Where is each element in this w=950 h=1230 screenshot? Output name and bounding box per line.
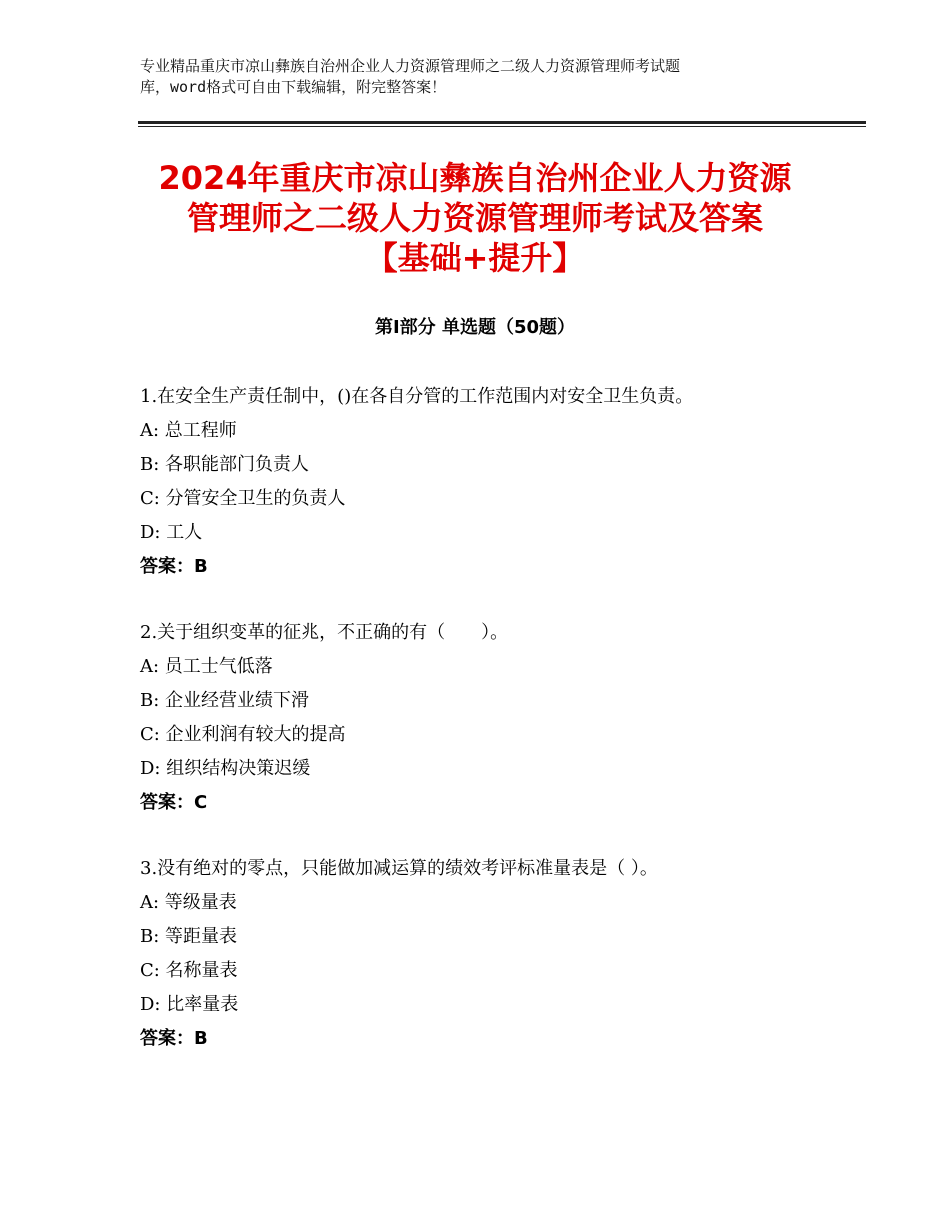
option-d: D: 组织结构决策迟缓: [140, 758, 311, 779]
answer: 答案：B: [140, 556, 208, 577]
header-divider-thick: [138, 121, 866, 124]
question-stem: 3.没有绝对的零点，只能做加减运算的绩效考评标准量表是（ ）。: [140, 858, 658, 879]
header-note: 专业精品重庆市凉山彝族自治州企业人力资源管理师之二级人力资源管理师考试题 库，word格式可自由下载编辑，附完整答案！: [140, 57, 681, 96]
question-list: [140, 380, 800, 1088]
option-c: C: 分管安全卫生的负责人: [140, 488, 346, 509]
answer: 答案：B: [140, 1028, 208, 1049]
question-stem: 2.关于组织变革的征兆，不正确的有（ ）。: [140, 622, 509, 643]
option-d: D: 比率量表: [140, 994, 239, 1015]
option-d: D: 工人: [140, 522, 203, 543]
title-line: 2024年重庆市凉山彝族自治州企业人力资源: [158, 159, 792, 197]
header-divider-thin: [138, 126, 866, 127]
title-line: 管理师之二级人力资源管理师考试及答案: [186, 199, 763, 237]
question-1: [140, 380, 800, 584]
question-3: [140, 852, 800, 1056]
question-2: [140, 616, 800, 820]
option-b: B: 各职能部门负责人: [140, 454, 310, 475]
option-a: A: 总工程师: [140, 420, 237, 441]
option-a: A: 员工士气低落: [140, 656, 273, 677]
option-b: B: 等距量表: [140, 926, 238, 947]
option-c: C: 名称量表: [140, 960, 238, 981]
answer: 答案：C: [140, 792, 208, 813]
section-title: 第Ⅰ部分 单选题（50题）: [374, 317, 575, 338]
option-a: A: 等级量表: [140, 892, 237, 913]
option-b: B: 企业经营业绩下滑: [140, 690, 310, 711]
option-c: C: 企业利润有较大的提高: [140, 724, 346, 745]
title-line: 【基础+提升】: [365, 239, 585, 277]
document-title: [100, 158, 850, 278]
question-stem: 1.在安全生产责任制中，()在各自分管的工作范围内对安全卫生负责。: [140, 386, 694, 407]
